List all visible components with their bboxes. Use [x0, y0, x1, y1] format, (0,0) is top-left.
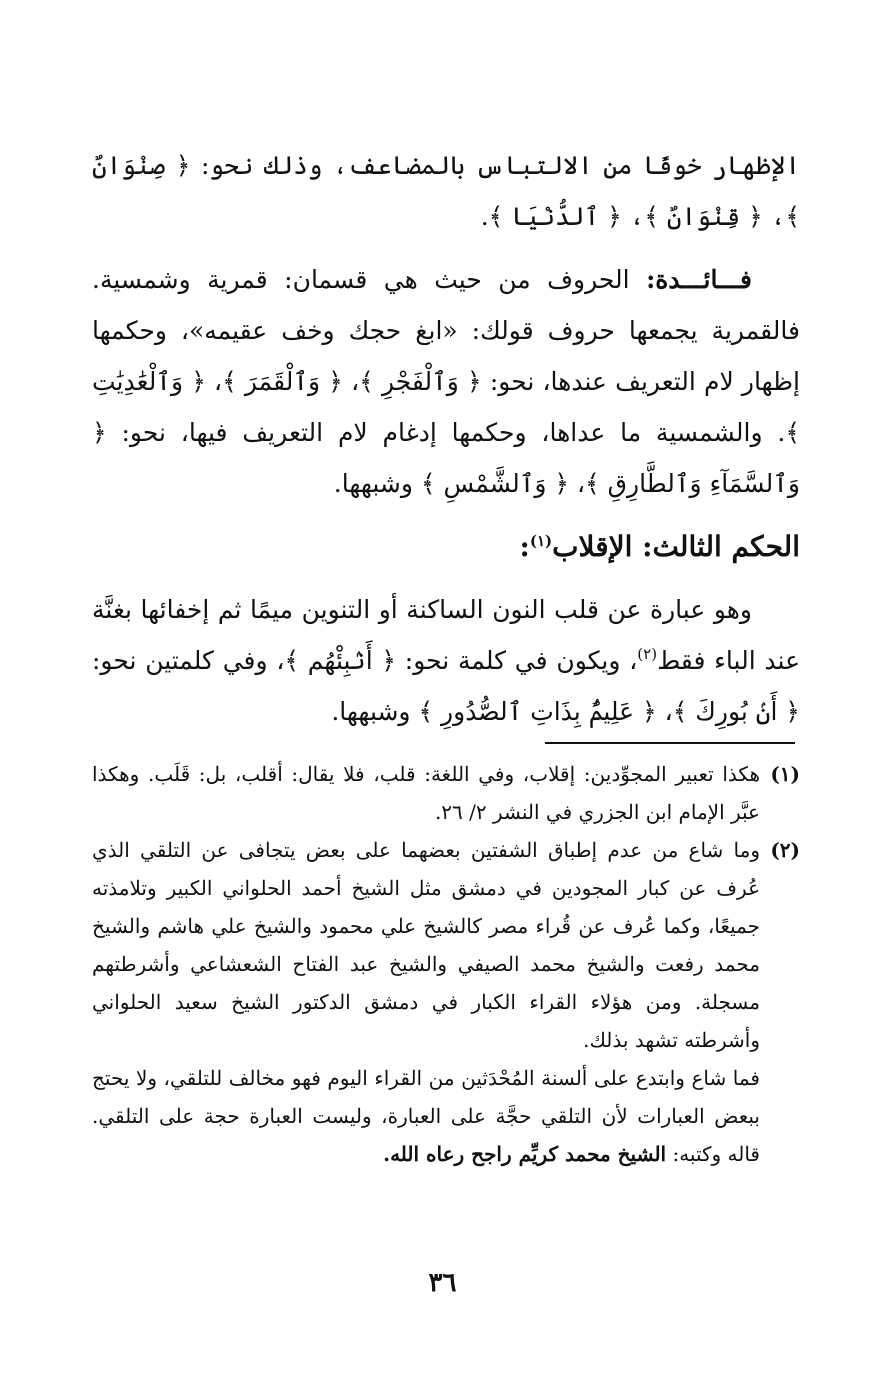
footnote-2 — [92, 831, 800, 1173]
main-text — [92, 140, 800, 737]
footnote-text-continued — [92, 1059, 760, 1173]
footnotes — [92, 755, 800, 1173]
footnote-text: هكذا تعبير المجوِّدين: إقلاب، وفي اللغة: قلب، فلا يقال: أقلب، بل: قَلَب. وهكذا عبَّر الإمام ابن الجزري في النشر ٢/ ٢٦. — [92, 762, 760, 824]
heading-colon: : — [519, 530, 530, 563]
benefit-label: فـــائـــدة: — [646, 265, 752, 294]
paragraph-1: الإظهار خوفًا من الالتباس بالمضاعف، وذلك نحو: ﴿ صِنْوَانٌ ﴾، ﴿ قِنْوَانٌ ﴾، ﴿ ٱلدُّنْيَا ﴾. — [92, 151, 800, 231]
footnote-1 — [92, 755, 800, 831]
paragraph-iqlab — [92, 584, 800, 737]
footnote-ref-1: (١) — [529, 532, 553, 550]
footnote-signature: الشيخ محمد كريِّم راجح رعاه الله. — [383, 1142, 667, 1166]
footnote-number: (٢) — [770, 838, 800, 862]
footnote-text: وما شاع من عدم إطباق الشفتين بعضهما على بعض يتجافى عن التلقي الذي عُرف عن كبار المجودين في دمشق مثل الشيخ أحمد الحلواني الكبير وتلامذته جميعًا، وكما عُرف عن قُراء مصر كالشيخ علي محمود والشيخ علي هاشم والشيخ محمد رفعت والشيخ محمد الصيفي والشيخ عبد الفتاح الشعشاعي وأشرطتهم مسجلة. ومن هؤلاء القراء الكبار في دمشق الدكتور الشيخ سعيد الحلواني وأشرطته تشهد بذلك. — [92, 838, 760, 1052]
section-heading — [92, 521, 800, 572]
iqlab-text-b: ، ويكون في كلمة نحو: ﴿ أَنۢبِئْهُم ﴾، وفي كلمتين نحو: ﴿ أَنۢ بُورِكَ ﴾، ﴿ عَلِيمٌۢ بِذَاتِ ٱلصُّدُورِ ﴾ وشبهها. — [92, 646, 800, 726]
footnote-number: (١) — [770, 762, 800, 786]
iqlab-text-a: وهو عبارة عن قلب النون الساكنة أو التنوين ميمًا ثم إخفائها بغنَّة عند الباء فقط — [92, 595, 800, 675]
heading-text: الحكم الثالث: الإقلاب — [552, 530, 800, 563]
page-number: ٣٦ — [428, 1268, 457, 1298]
paragraph-benefit — [92, 254, 800, 509]
benefit-text: الحروف من حيث هي قسمان: قمرية وشمسية. فالقمرية يجمعها حروف قولك: «ابغ حجك وخف عقيمه»، وحكمها إظهار لام التعريف عندها، نحو: ﴿ وَٱلْفَجْرِ ﴾، ﴿ وَٱلْقَمَرَ ﴾، ﴿ وَٱلْعَٰدِيَٰتِ ﴾. والشمسية ما عداها، وحكمها إدغام لام التعريف فيها، نحو: ﴿ وَٱلسَّمَآءِ وَٱلطَّارِقِ ﴾، ﴿ وَٱلشَّمْسِ ﴾ وشبهها. — [92, 265, 800, 498]
footnote-text-continued-body: فما شاع وابتدع على ألسنة المُحْدَثين من القراء اليوم فهو مخالف للتلقي، ولا يحتج ببعض العبارات لأن التلقي حجَّة على العبارة، وليست العبارة حجة على التلقي. قاله وكتبه: — [92, 1066, 760, 1166]
footnote-separator — [545, 742, 795, 744]
footnote-ref-2: (٢) — [637, 645, 658, 663]
